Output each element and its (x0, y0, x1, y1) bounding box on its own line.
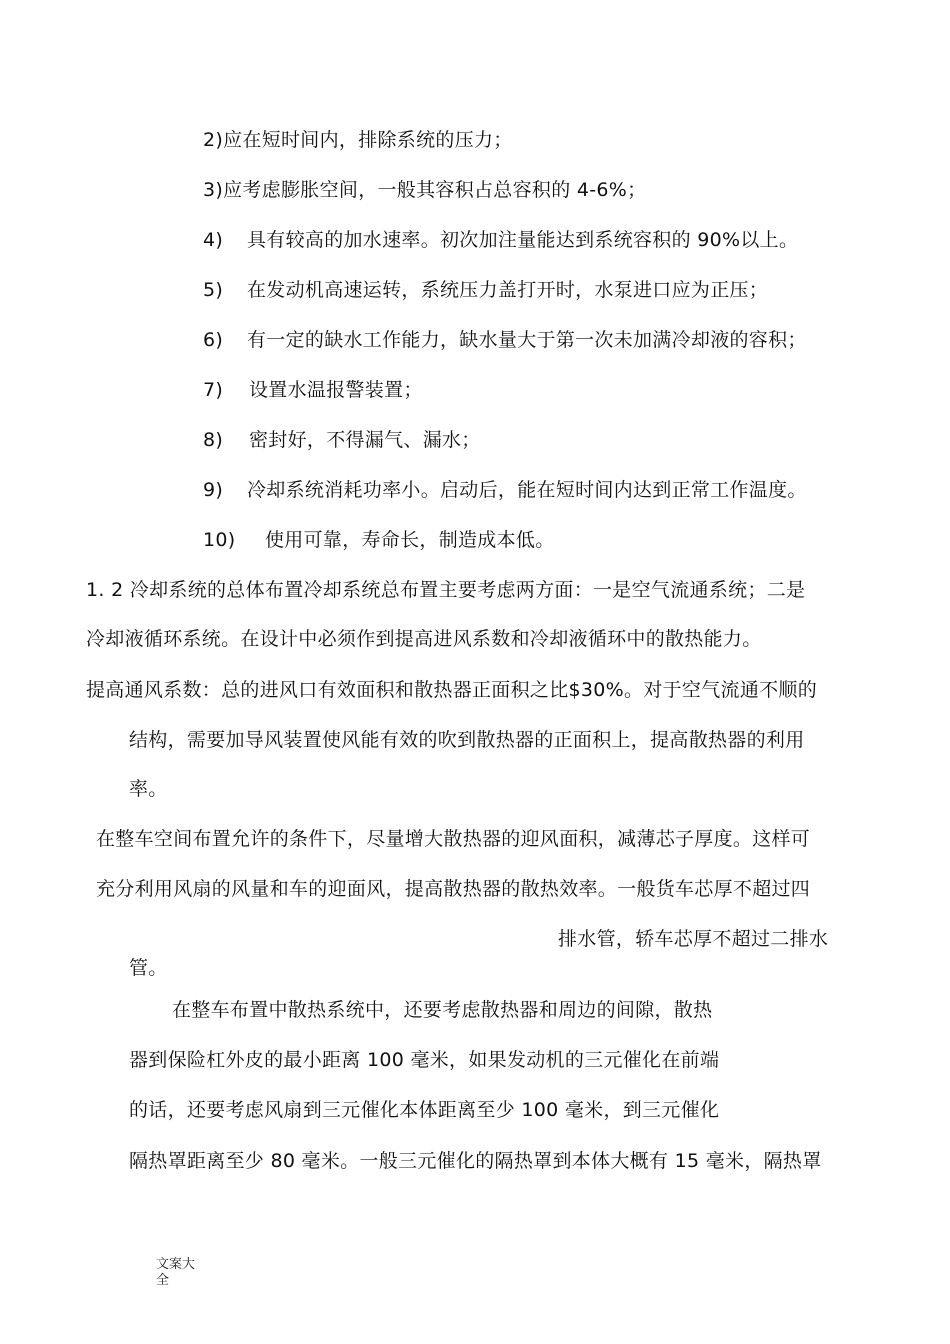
list-item (203, 128, 513, 152)
clearance-paragraph-line: 隔热罩距离至少 80 毫米。一般三元催化的隔热罩到本体大概有 15 毫米，隔热罩 (129, 1150, 822, 1172)
list-item-text: 使用可靠，寿命长，制造成本低。 (265, 529, 555, 551)
list-item-number: 9) (203, 479, 224, 501)
list-item-number: 7) (203, 379, 224, 401)
section-paragraph-line: 1. 2 冷却系统的总体布置冷却系统总布置主要考虑两方面：一是空气流通系统；二是 (86, 579, 806, 601)
list-item (203, 528, 555, 552)
list-item (203, 328, 807, 352)
section-paragraph-line: 冷却液循环系统。在设计中必须作到提高进风系数和冷却液循环中的散热能力。 (86, 628, 762, 650)
page-footer: 文案大全 (156, 1257, 196, 1288)
list-item-number: 3) (203, 179, 224, 201)
list-item-text: 设置水温报警装置； (249, 379, 423, 401)
ventilation-paragraph-line: 提高通风系数：总的进风口有效面积和散热器正面积之比$30%。对于空气流通不顺的 (86, 679, 818, 701)
clearance-paragraph-line: 在整车布置中散热系统中，还要考虑散热器和周边的间隙，散热 (172, 999, 713, 1021)
list-item (203, 428, 481, 452)
list-item-text: 冷却系统消耗功率小。启动后，能在短时间内达到正常工作温度。 (247, 479, 807, 501)
list-item (203, 478, 807, 502)
list-item (203, 278, 768, 302)
radiator-paragraph-line: 管。 (129, 957, 168, 979)
radiator-paragraph-line: 在整车空间布置允许的条件下，尽量增大散热器的迎风面积，减薄芯子厚度。这样可 (96, 828, 811, 850)
list-item-number: 4) (203, 229, 224, 251)
list-item-text: 在发动机高速运转，系统压力盖打开时，水泵进口应为正压； (247, 279, 769, 301)
ventilation-paragraph-line: 结构，需要加导风装置使风能有效的吹到散热器的正面积上，提高散热器的利用 (129, 729, 805, 751)
list-item (203, 378, 423, 402)
list-item-text: 应在短时间内，排除系统的压力； (223, 129, 513, 151)
radiator-paragraph-line: 充分利用风扇的风量和车的迎面风，提高散热器的散热效率。一般货车芯厚不超过四 (96, 878, 811, 900)
list-item-number: 5) (203, 279, 224, 301)
radiator-paragraph-line: 排水管，轿车芯厚不超过二排水 (558, 928, 829, 950)
list-item (203, 178, 646, 202)
list-item (203, 228, 798, 252)
list-item-text: 有一定的缺水工作能力，缺水量大于第一次未加满冷却液的容积； (247, 329, 807, 351)
list-item-number: 10) (203, 529, 236, 551)
list-item-text: 密封好，不得漏气、漏水； (249, 429, 481, 451)
list-item-number: 6) (203, 329, 224, 351)
list-item-text: 具有较高的加水速率。初次加注量能达到系统容积的 90%以上。 (247, 229, 799, 251)
list-item-text: 应考虑膨胀空间，一般其容积占总容积的 4-6%； (223, 179, 647, 201)
list-item-number: 2) (203, 129, 224, 151)
clearance-paragraph-line: 器到保险杠外皮的最小距离 100 毫米，如果发动机的三元催化在前端 (129, 1049, 720, 1071)
clearance-paragraph-line: 的话，还要考虑风扇到三元催化本体距离至少 100 毫米，到三元催化 (129, 1099, 720, 1121)
list-item-number: 8) (203, 429, 224, 451)
ventilation-paragraph-line: 率。 (129, 778, 168, 800)
